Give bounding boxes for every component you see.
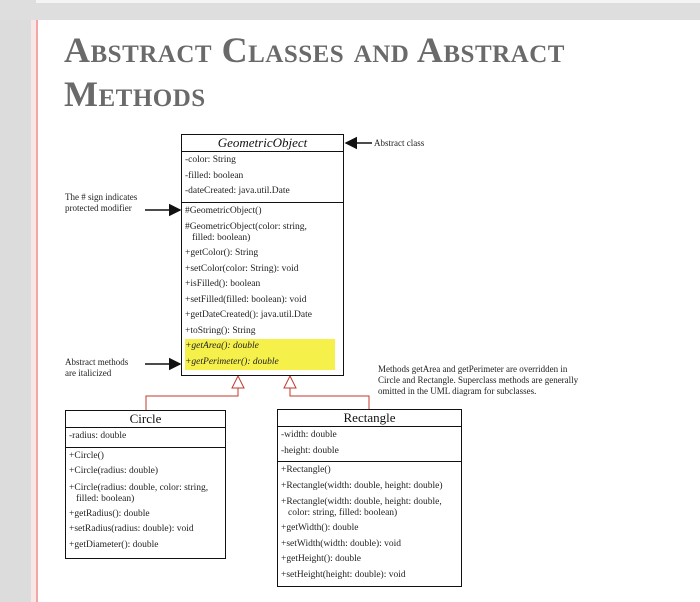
method-is-filled: +isFilled(): boolean <box>185 279 261 289</box>
method-get-width: +getWidth(): double <box>281 523 359 533</box>
field-color: -color: String <box>185 155 236 165</box>
abstract-get-area-text: +getArea(): double <box>185 339 335 355</box>
rectangle-constructor-wh: +Rectangle(width: double, height: double) <box>281 480 443 491</box>
protected-note-line2: protected modifier <box>65 203 132 213</box>
method-set-radius: +setRadius(radius: double): void <box>69 524 194 534</box>
top-strip <box>36 0 700 3</box>
circle-constructor-full <box>69 480 225 507</box>
override-note-line2: Circle and Rectangle. Superclass methods are generally <box>378 375 579 385</box>
abstract-methods-note-line1: Abstract methods <box>65 357 129 367</box>
method-constructor-args-line2: filled: boolean) <box>192 233 251 243</box>
override-note <box>378 364 578 397</box>
rectangle-constructor: +Rectangle() <box>281 465 331 475</box>
field-radius: -radius: double <box>69 431 127 441</box>
abstract-method-get-perimeter <box>185 355 343 371</box>
rectangle-name: Rectangle <box>278 410 461 427</box>
rectangle-constructor-full <box>281 494 461 521</box>
geometric-object-name: GeometricObject <box>182 135 343 152</box>
override-note-line1: Methods getArea and getPerimeter are overridden in <box>378 364 568 374</box>
rectangle-class <box>277 409 462 587</box>
abstract-method-get-area <box>185 339 343 355</box>
method-constructor-args-line1: #GeometricObject(color: string, <box>185 222 307 232</box>
abstract-get-perimeter-text: +getPerimeter(): double <box>185 355 335 371</box>
method-get-radius: +getRadius(): double <box>69 508 150 519</box>
abstract-methods-note-line2: are italicized <box>65 368 112 378</box>
circle-fields <box>66 428 225 448</box>
slide-left-border <box>36 20 38 602</box>
protected-note-line1: The # sign indicates <box>65 192 138 202</box>
method-set-height: +setHeight(height: double): void <box>281 569 406 580</box>
abstract-class-note: Abstract class <box>374 138 425 148</box>
field-width: -width: double <box>281 430 337 440</box>
geometric-object-fields <box>182 152 343 203</box>
browser-top-bar <box>0 0 700 20</box>
geometric-object-methods <box>182 203 343 373</box>
field-date-created: -dateCreated: java.util.Date <box>185 186 290 196</box>
method-set-color: +setColor(color: String): void <box>185 263 299 274</box>
rectangle-constructor-full-line2: color: string, filled: boolean) <box>288 508 398 518</box>
method-to-string: +toString(): String <box>185 325 256 336</box>
method-set-filled: +setFilled(filled: boolean): void <box>185 294 307 305</box>
circle-constructor-full-line1: +Circle(radius: double, color: string, <box>69 482 209 493</box>
method-get-date-created: +getDateCreated(): java.util.Date <box>185 310 312 320</box>
rectangle-constructor-full-line1: +Rectangle(width: double, height: double, <box>281 497 442 507</box>
circle-name: Circle <box>66 411 225 428</box>
circle-constructor-full-line2: filled: boolean) <box>76 493 135 504</box>
geometric-object-class <box>181 134 344 376</box>
field-height: -height: double <box>281 445 339 456</box>
rectangle-methods <box>278 462 461 585</box>
slide-title: Abstract Classes and Abstract Methods <box>64 30 565 114</box>
field-filled: -filled: boolean <box>185 170 244 181</box>
method-get-diameter: +getDiameter(): double <box>69 539 159 550</box>
protected-note <box>65 192 137 214</box>
circle-class <box>65 410 226 559</box>
method-set-width: +setWidth(width: double): void <box>281 538 402 549</box>
override-note-line3: omitted in the UML diagram for subclasses. <box>378 386 537 396</box>
method-constructor-args <box>185 219 343 246</box>
circle-constructor: +Circle() <box>69 450 104 461</box>
method-get-color: +getColor(): String <box>185 248 259 258</box>
circle-constructor-radius: +Circle(radius: double) <box>69 466 158 476</box>
method-get-height: +getHeight(): double <box>281 554 362 564</box>
method-constructor: #GeometricObject() <box>185 205 262 216</box>
circle-methods <box>66 448 225 556</box>
rectangle-fields <box>278 427 461 462</box>
abstract-methods-note <box>65 357 128 379</box>
